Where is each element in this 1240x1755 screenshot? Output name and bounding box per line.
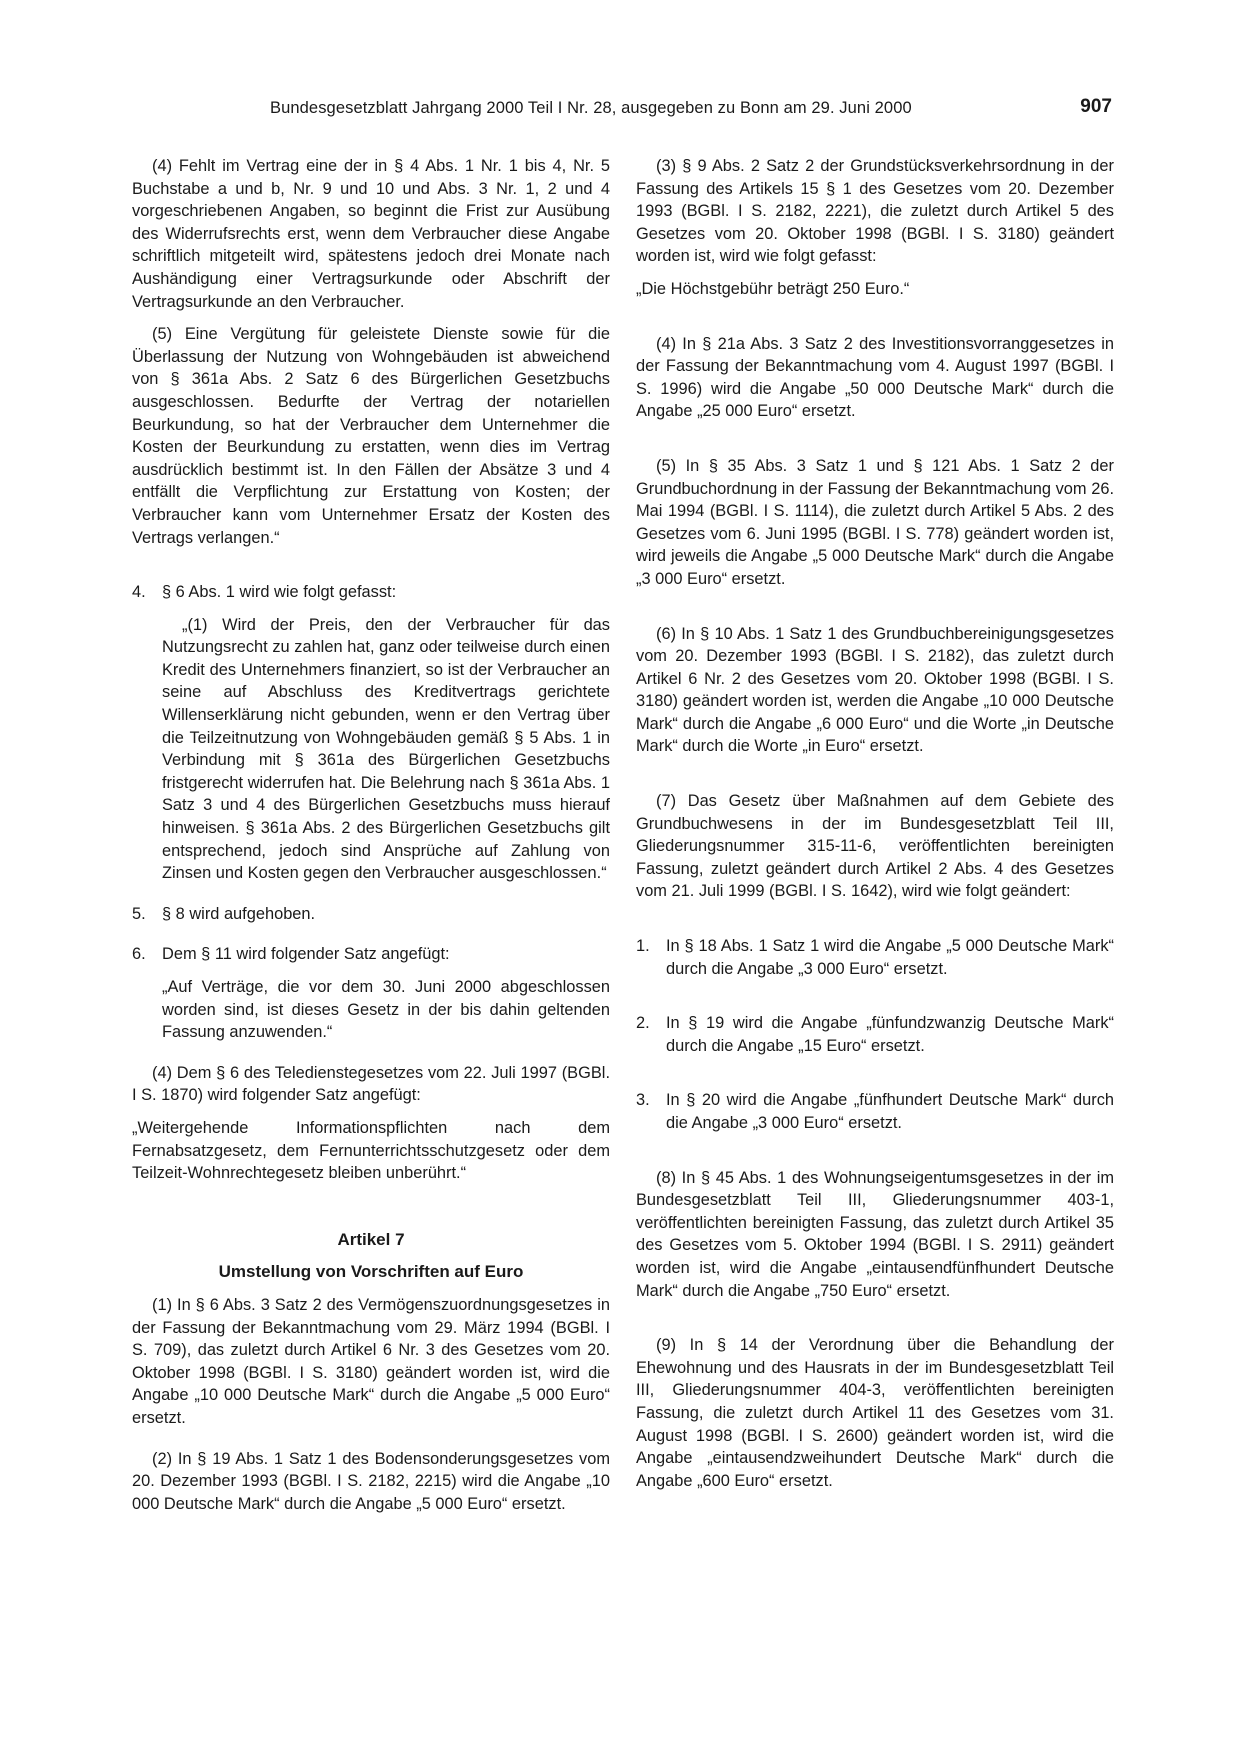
running-title: Bundesgesetzblatt Jahrgang 2000 Teil I Nr. 28, ausgegeben zu Bonn am 29. Juni 2000	[270, 99, 912, 117]
left-column	[132, 155, 610, 1515]
paragraph-a7-9: (9) In § 14 der Verordnung über die Behandlung der Ehewohnung und des Hausrats in der im Bundesgesetzblatt Teil III, Gliederungsnummer 404-3, veröffentlichten bereinigten Fassung, die zuletzt durch Artikel 11 des Gesetzes vom 31. August 1998 (BGBl. I S. 2600) geändert worden ist, wird die Angabe „eintausendzweihundert Deutsche Mark“ durch die Angabe „600 Euro“ ersetzt.	[636, 1336, 1114, 1490]
quote-hoechstgebuehr: „Die Höchstgebühr beträgt 250 Euro.“	[636, 279, 910, 298]
list-item-2	[636, 1012, 1114, 1057]
item-text: Dem § 11 wird folgender Satz angefügt:	[162, 945, 450, 964]
right-column	[636, 155, 1114, 1492]
paragraph-4: (4) Fehlt im Vertrag eine der in § 4 Abs. 1 Nr. 1 bis 4, Nr. 5 Buchstabe a und b, Nr. 9 und 10 und Abs. 3 Nr. 1, 2 und 4 vorgeschriebenen Angaben, so beginnt die Frist zur Ausübung des Widerrufsrechts erst, wenn dem Verbraucher diese Angabe schriftlich mitgeteilt wird, spätestens jedoch drei Monate nach Aushändigung einer Vertragsurkunde oder Abschrift der Vertragsurkunde an den Verbraucher.	[132, 157, 610, 311]
list-item-6	[132, 943, 610, 966]
list-item-1	[636, 935, 1114, 980]
list-item-4	[132, 581, 610, 604]
item-text: In § 20 wird die Angabe „fünfhundert Deutsche Mark“ durch die Angabe „3 000 Euro“ ersetzt.	[666, 1091, 1114, 1132]
paragraph-a7-8: (8) In § 45 Abs. 1 des Wohnungseigentumsgesetzes in der im Bundesgesetzblatt Teil III, Gliederungsnummer 403-1, veröffentlichten bereinigten Fassung, das zuletzt durch Artikel 35 des Gesetzes vom 5. Oktober 1994 (BGBl. I S. 2911) geändert worden ist, wird die Angabe „eintausendfünfhundert Deutsche Mark“ durch die Angabe „750 Euro“ ersetzt.	[636, 1168, 1114, 1300]
item-number: 6.	[132, 945, 146, 964]
item-number: 4.	[132, 583, 146, 602]
quote-6-1: „(1) Wird der Preis, den der Verbraucher für das Nutzungsrecht zu zahlen hat, ganz oder teilweise durch einen Kredit des Unternehmers finanziert, so ist der Verbraucher an seine auf Abschluss des Kreditvertrags gerichtete Willenserklärung nicht gebunden, wenn er den Vertrag über die Teilzeitnutzung von Wohngebäuden gemäß § 5 Abs. 1 in Verbindung mit § 361a des Bürgerlichen Gesetzbuchs fristgerecht widerrufen hat. Die Belehrung nach § 361a Abs. 1 Satz 3 und 4 des Bürgerlichen Gesetzbuchs muss hierauf hinweisen. § 361a Abs. 2 des Bürgerlichen Gesetzbuchs gilt entsprechend, jedoch sind Ansprüche auf Zahlung von Zinsen und Kosten gegen den Verbraucher ausgeschlossen.“	[162, 615, 610, 883]
paragraph-a7-2: (2) In § 19 Abs. 1 Satz 1 des Bodensonderungsgesetzes vom 20. Dezember 1993 (BGBl. I S. 2182, 2215) wird die Angabe „10 000 Deutsche Mark“ durch die Angabe „5 000 Euro“ ersetzt.	[132, 1449, 610, 1513]
paragraph-a7-6: (6) In § 10 Abs. 1 Satz 1 des Grundbuchbereinigungsgesetzes vom 20. Dezember 1993 (BGBl. I S. 2182), das zuletzt durch Artikel 6 Nr. 2 des Gesetzes vom 20. Oktober 1998 (BGBl. I S. 3180) geändert worden ist, werden die Angabe „10 000 Deutsche Mark“ durch die Angabe „6 000 Euro“ und die Worte „in Deutsche Mark“ durch die Worte „in Euro“ ersetzt.	[636, 624, 1114, 756]
article-title: Umstellung von Vorschriften auf Euro	[218, 1262, 524, 1282]
item-number: 5.	[132, 904, 146, 923]
item-number: 1.	[636, 937, 650, 956]
item-text: In § 19 wird die Angabe „fünfundzwanzig Deutsche Mark“ durch die Angabe „15 Euro“ ersetzt.	[666, 1014, 1114, 1055]
paragraph-teledienst: (4) Dem § 6 des Teledienstegesetzes vom 22. Juli 1997 (BGBl. I S. 1870) wird folgender Satz angefügt:	[132, 1063, 610, 1105]
paragraph-a7-7: (7) Das Gesetz über Maßnahmen auf dem Gebiete des Grundbuchwesens in der im Bundesgesetzblatt Teil III, Gliederungsnummer 315-11-6, veröffentlichten bereinigten Fassung, zuletzt geändert durch Artikel 2 Abs. 4 des Gesetzes vom 21. Juli 1999 (BGBl. I S. 1642), wird wie folgt geändert:	[636, 792, 1114, 901]
page-header	[132, 96, 1122, 125]
paragraph-a7-3: (3) § 9 Abs. 2 Satz 2 der Grundstücksverkehrsordnung in der Fassung des Artikels 15 § 1 des Gesetzes vom 20. Dezember 1993 (BGBl. I S. 2182, 2221), die zuletzt durch Artikel 5 des Gesetzes vom 20. Oktober 1998 (BGBl. I S. 3180) geändert worden ist, wird wie folgt gefasst:	[636, 157, 1114, 266]
paragraph-a7-1: (1) In § 6 Abs. 3 Satz 2 des Vermögenszuordnungsgesetzes in der Fassung der Bekanntmachung vom 29. März 1994 (BGBl. I S. 709), das zuletzt durch Artikel 6 Nr. 3 des Gesetzes vom 20. Oktober 1998 (BGBl. I S. 3180) geändert worden ist, wird die Angabe „10 000 Deutsche Mark“ durch die Angabe „5 000 Euro“ ersetzt.	[132, 1295, 610, 1427]
item-text: § 6 Abs. 1 wird wie folgt gefasst:	[162, 583, 397, 602]
item-text: § 8 wird aufgehoben.	[162, 904, 316, 923]
list-item-5	[132, 903, 610, 926]
paragraph-a7-5: (5) In § 35 Abs. 3 Satz 1 und § 121 Abs. 1 Satz 2 der Grundbuchordnung in der Fassung der Bekanntmachung vom 26. Mai 1994 (BGBl. I S. 1114), die zuletzt durch Artikel 5 Abs. 2 des Gesetzes vom 6. Juni 1995 (BGBl. I S. 778) geändert worden ist, wird jeweils die Angabe „5 000 Deutsche Mark“ durch die Angabe „3 000 Euro“ ersetzt.	[636, 456, 1114, 588]
article-number: Artikel 7	[337, 1229, 405, 1249]
paragraph-5: (5) Eine Vergütung für geleistete Dienste sowie für die Überlassung der Nutzung von Wohngebäuden ist abweichend von § 361a Abs. 2 Satz 6 des Bürgerlichen Gesetzbuchs ausgeschlossen. Bedurfte der Vertrag der notariellen Beurkundung, so hat der Verbraucher dem Unternehmer die Kosten der Beurkundung zu erstatten, wenn dies im Vertrag ausdrücklich bestimmt ist. In den Fällen der Absätze 3 und 4 entfällt die Verpflichtung zur Erstattung von Kosten; der Verbraucher kann vom Unternehmer Ersatz der Kosten des Vertrags verlangen.“	[132, 325, 610, 547]
paragraph-a7-4: (4) In § 21a Abs. 3 Satz 2 des Investitionsvorranggesetzes in der Fassung der Bekanntmachung vom 4. August 1997 (BGBl. I S. 1996) wird die Angabe „50 000 Deutsche Mark“ durch die Angabe „25 000 Euro“ ersetzt.	[636, 334, 1114, 421]
item-number: 3.	[636, 1091, 650, 1110]
list-item-3	[636, 1089, 1114, 1134]
page-number: 907	[1080, 96, 1112, 117]
quote-11: „Auf Verträge, die vor dem 30. Juni 2000 abgeschlossen worden sind, ist dieses Gesetz in der bis dahin geltenden Fassung anzuwenden.“	[162, 978, 610, 1042]
item-text: In § 18 Abs. 1 Satz 1 wird die Angabe „5 000 Deutsche Mark“ durch die Angabe „3 000 Euro“ ersetzt.	[666, 937, 1114, 978]
item-number: 2.	[636, 1014, 650, 1033]
quote-teledienst: „Weitergehende Informationspflichten nach dem Fernabsatzgesetz, dem Fernunterrichtsschutzgesetz oder dem Teilzeit-Wohnrechtegesetz bleiben unberührt.“	[132, 1118, 610, 1183]
